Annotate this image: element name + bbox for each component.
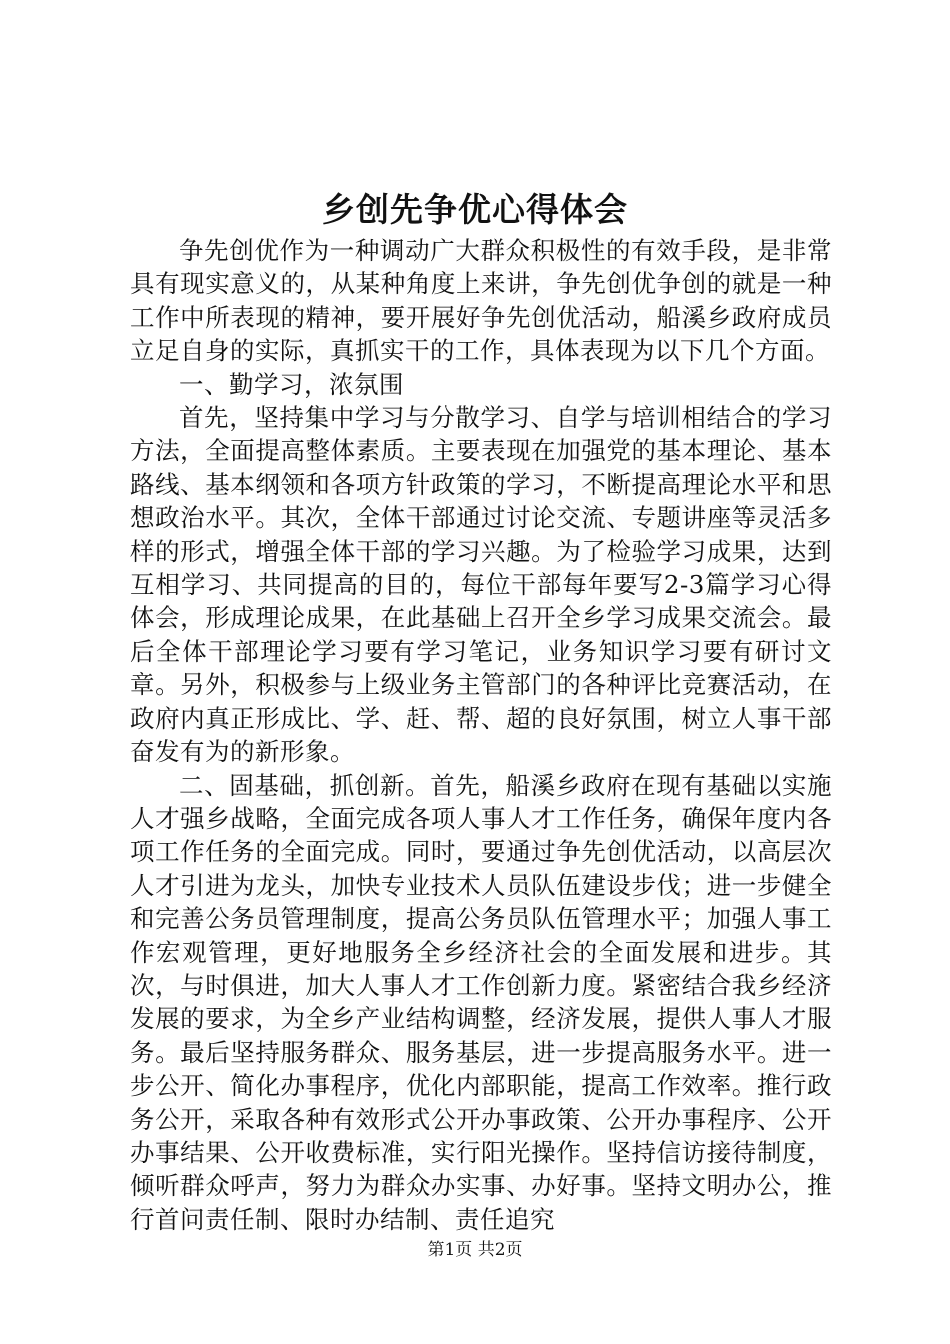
document-body	[130, 234, 832, 1236]
page-title: 乡创先争优心得体会	[322, 190, 628, 229]
paragraph-section-2: 二、固基础，抓创新。首先，船溪乡政府在现有基础以实施人才强乡战略，全面完成各项人事人才工作任务，确保年度内各项工作任务的全面完成。同时，要通过争先创优活动，以高层次人才引进为龙头，加快专业技术人员队伍建设步伐；进一步健全和完善公务员管理制度，提高公务员队伍管理水平；加强人事工作宏观管理，更好地服务全乡经济社会的全面发展和进步。其次，与时俱进，加大人事人才工作创新力度。紧密结合我乡经济发展的要求，为全乡产业结构调整，经济发展，提供人事人才服务。最后坚持服务群众、服务基层，进一步提高服务水平。进一步公开、简化办事程序，优化内部职能，提高工作效率。推行政务公开，采取各种有效形式公开办事政策、公开办事程序、公开办事结果、公开收费标准，实行阳光操作。坚持信访接待制度，倾听群众呼声，努力为群众办实事、办好事。坚持文明办公，推行首问责任制、限时办结制、责任追究	[130, 770, 832, 1234]
paragraph-intro: 争先创优作为一种调动广大群众积极性的有效手段，是非常具有现实意义的，从某种角度上来讲，争先创优争创的就是一种工作中所表现的精神，要开展好争先创优活动，船溪乡政府成员立足自身的实际，真抓实干的工作，具体表现为以下几个方面。	[130, 236, 832, 366]
section-heading-1: 一、勤学习，浓氛围	[179, 369, 404, 399]
paragraph-section-1: 首先，坚持集中学习与分散学习、自学与培训相结合的学习方法，全面提高整体素质。主要表现在加强党的基本理论、基本路线、基本纲领和各项方针政策的学习，不断提高理论水平和思想政治水平。其次，全体干部通过讨论交流、专题讲座等灵活多样的形式，增强全体干部的学习兴趣。为了检验学习成果，达到互相学习、共同提高的目的，每位干部每年要写2-3篇学习心得体会，形成理论成果，在此基础上召开全乡学习成果交流会。最后全体干部理论学习要有学习笔记，业务知识学习要有研讨文章。另外，积极参与上级业务主管部门的各种评比竞赛活动，在政府内真正形成比、学、赶、帮、超的良好氛围，树立人事干部奋发有为的新形象。	[130, 403, 832, 767]
page-number: 第1页 共2页	[427, 1240, 523, 1260]
